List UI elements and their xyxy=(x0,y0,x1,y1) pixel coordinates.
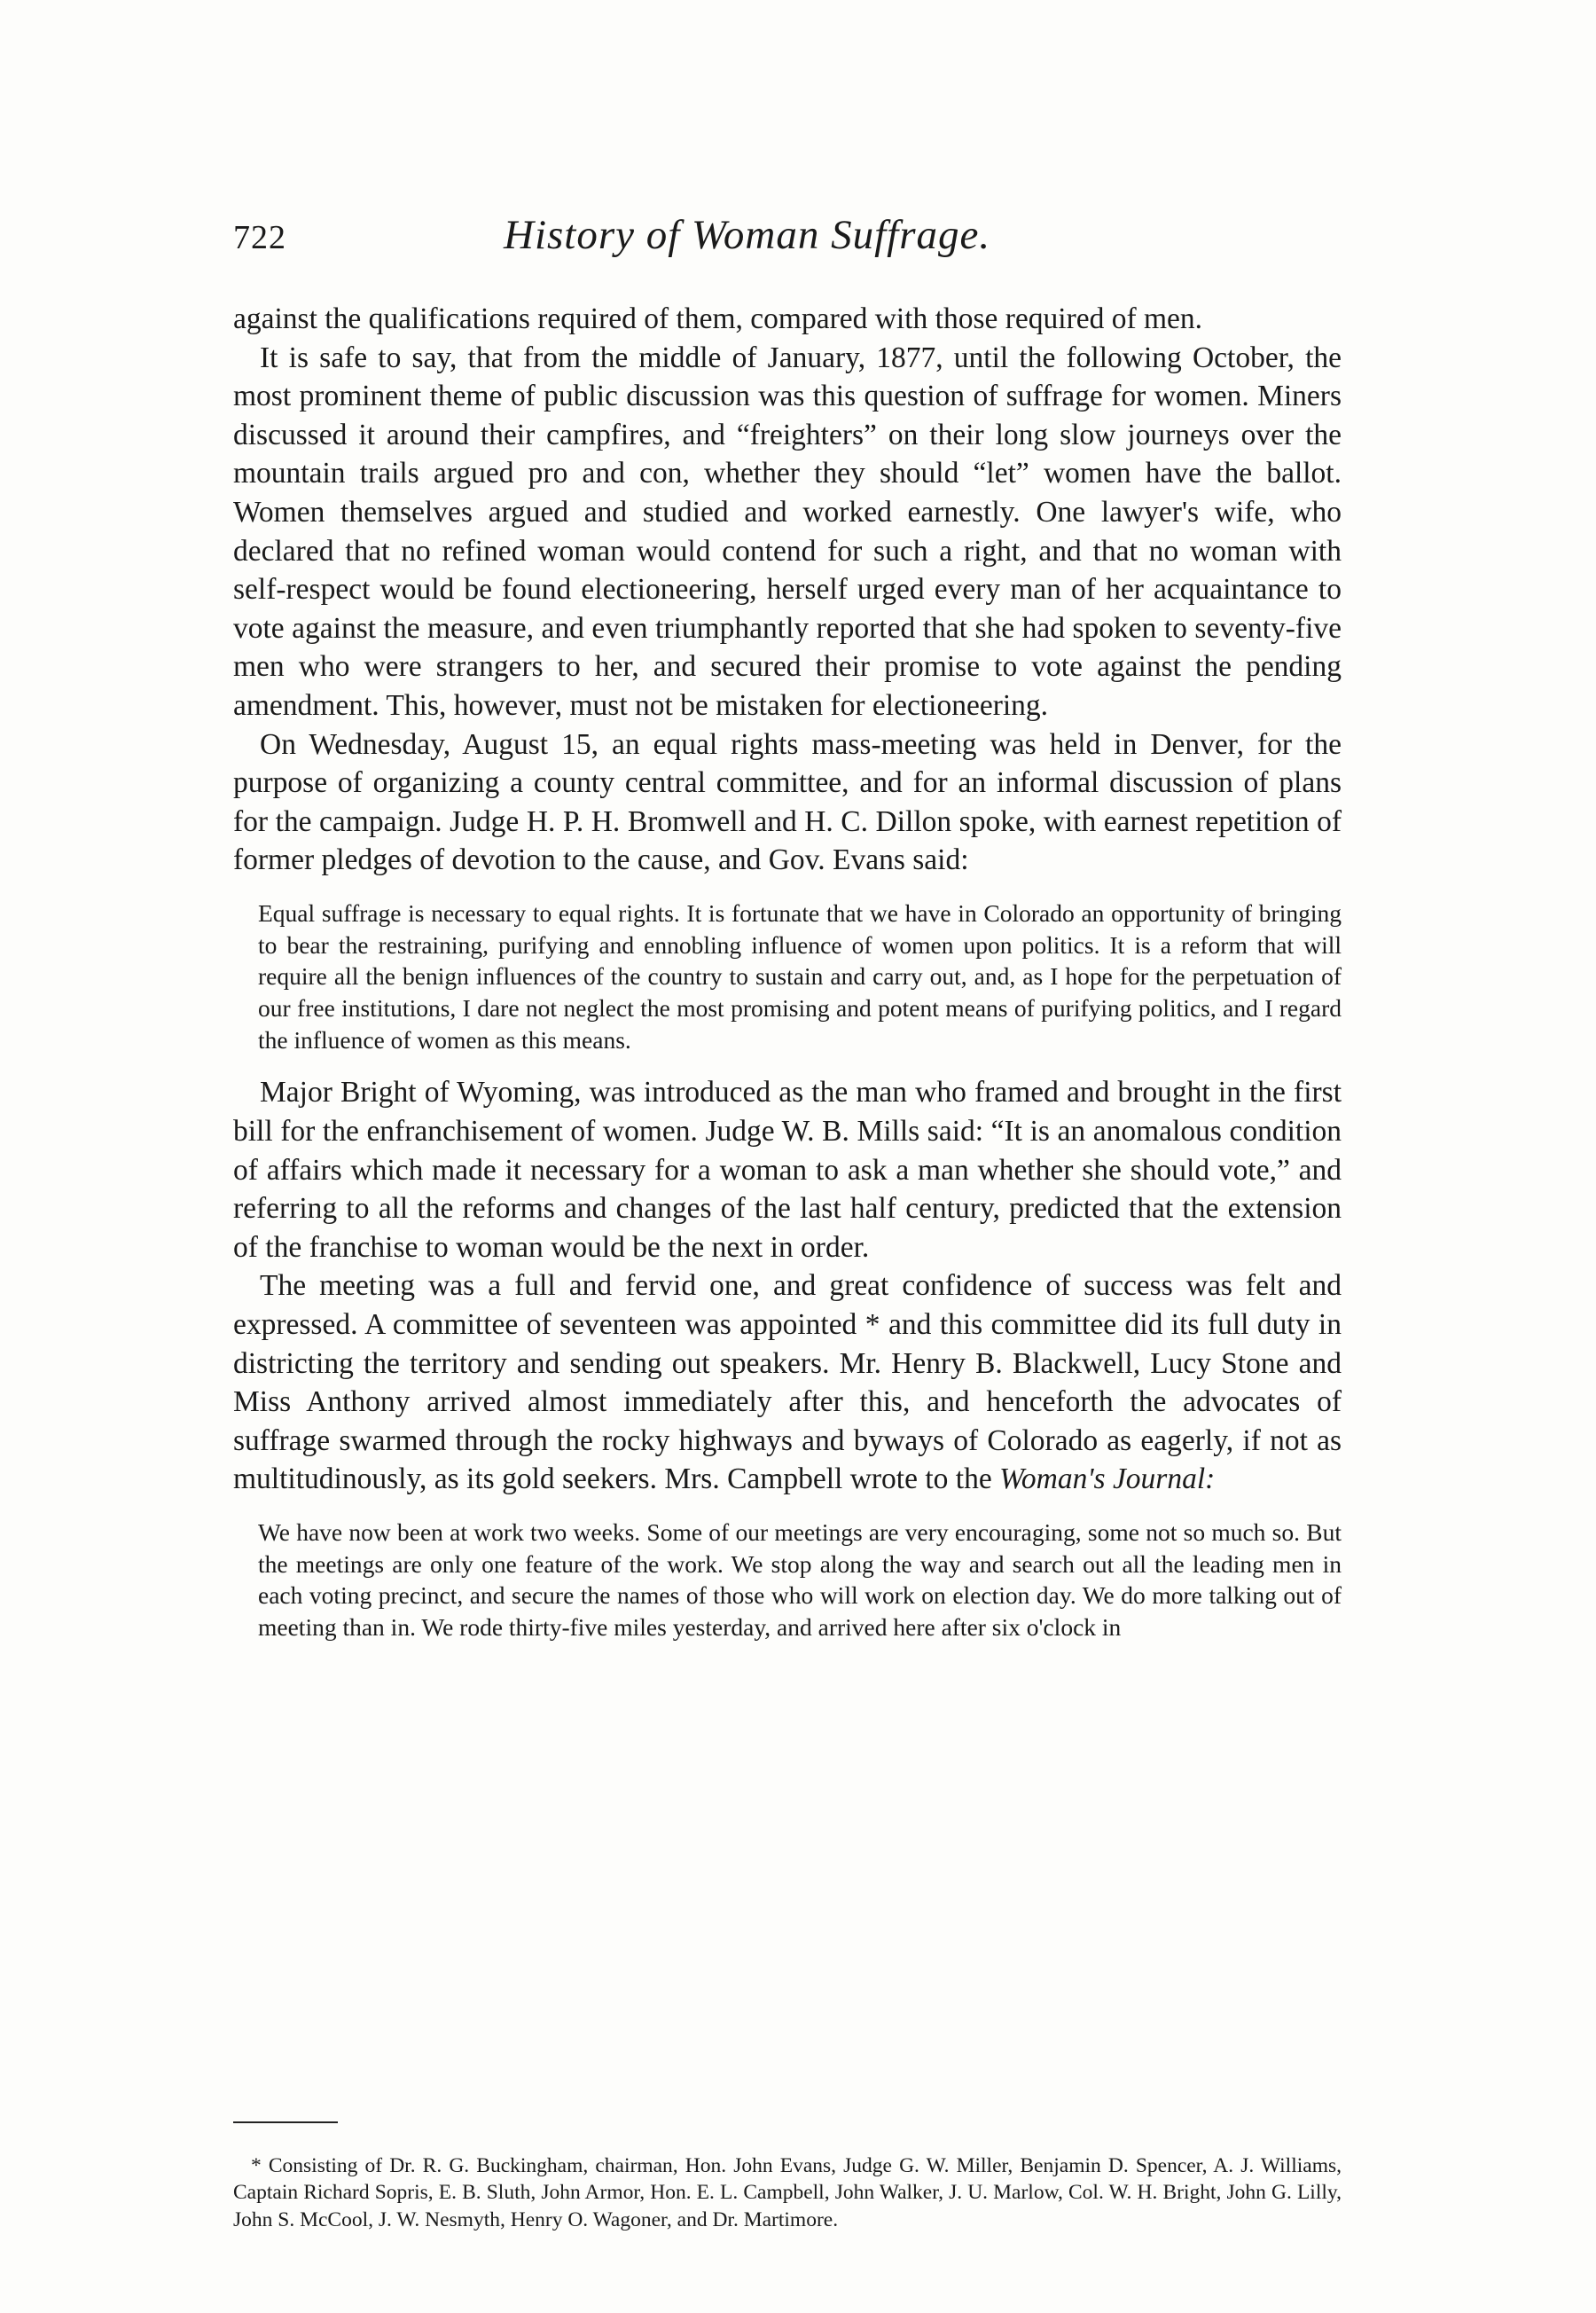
journal-title: Woman's Journal: xyxy=(999,1462,1216,1496)
quote-gov-evans: Equal suffrage is necessary to equal rights. It is fortunate that we have in Colorado an opportunity of bringing to bear the restraining, purifying and ennobling influence of women upon politics. It is a reform that will require all the benign influences of the country to sustain and carry out, and, as I hope for the perpetuation of our free institutions, I dare not neglect the most promising and potent means of purifying politics, and I regard the influence of women as this means. xyxy=(258,898,1342,1054)
page-number: 722 xyxy=(233,219,286,256)
paragraph-public-discussion: It is safe to say, that from the middle of January, 1877, until the following October, the most prominent theme of public discussion was this question of suffrage for women. Miners discussed it around their campfires, and “freighters” on their long slow journeys over the mountain trails argued pro and con, whether they should “let” women have the ballot. Women themselves argued and studied and worked earnestly. One lawyer's wife, who declared that no refined woman would contend for such a right, and that no woman with self-respect would be found electioneering, herself urged every man of her acquaintance to vote against the measure, and even triumphantly reported that she had spoken to seventy-five men who were strangers to her, and secured their promise to vote against the pending amendment. This, however, must not be mistaken for electioneering. xyxy=(233,341,1342,722)
footnote: * Consisting of Dr. R. G. Buckingham, chairman, Hon. John Evans, Judge G. W. Miller, Benjamin D. Spencer, A. J. Williams, Captain Richard Sopris, E. B. Sluth, John Armor, Hon. E. L. Campbell, John Walker, J. U. Marlow, Col. W. H. Bright, John G. Lilly, John S. McCool, J. W. Nesmyth, Henry O. Wagoner, and Dr. Martimore. xyxy=(233,2153,1342,2231)
body-text xyxy=(233,300,1342,1643)
running-head xyxy=(233,211,1342,273)
quote-mrs-campbell: We have now been at work two weeks. Some of our meetings are very encouraging, some not so much so. But the meetings are only one feature of the work. We stop along the way and search out all the leading men in each voting precinct, and secure the names of those who will work on election day. We do more talking out of meeting than in. We rode thirty-five miles yesterday, and arrived here after six o'clock in xyxy=(258,1517,1342,1642)
paragraph-mass-meeting: On Wednesday, August 15, an equal rights mass-meeting was held in Denver, for the purpose of organizing a county central committee, and for an informal discussion of plans for the campaign. Judge H. P. H. Bromwell and H. C. Dillon spoke, with earnest repetition of former pledges of devotion to the cause, and Gov. Evans said: xyxy=(233,727,1342,877)
paragraph-committee xyxy=(233,1266,1342,1499)
footnote-divider xyxy=(233,2121,338,2123)
paragraph-committee-text: The meeting was a full and fervid one, and great confidence of success was felt and expressed. A committee of seventeen was appointed * and this committee did its full duty in districting the territory and sending out speakers. Mr. Henry B. Blackwell, Lucy Stone and Miss Anthony arrived almost immediately after this, and henceforth the advocates of suffrage swarmed through the rocky highways and byways of Colorado as eagerly, if not as multitudinously, as its gold seekers. Mrs. Campbell wrote to the xyxy=(233,1269,1342,1496)
paragraph-continuation: against the qualifications required of them, compared with those required of men. xyxy=(233,302,1203,335)
running-title: History of Woman Suffrage. xyxy=(504,212,991,258)
paragraph-major-bright: Major Bright of Wyoming, was introduced as the man who framed and brought in the first bill for the enfranchisement of women. Judge W. B. Mills said: “It is an anomalous condition of affairs which made it necessary for a woman to ask a man whether she should vote,” and referring to all the reforms and changes of the last half century, predicted that the extension of the franchise to woman would be the next in order. xyxy=(233,1076,1342,1264)
